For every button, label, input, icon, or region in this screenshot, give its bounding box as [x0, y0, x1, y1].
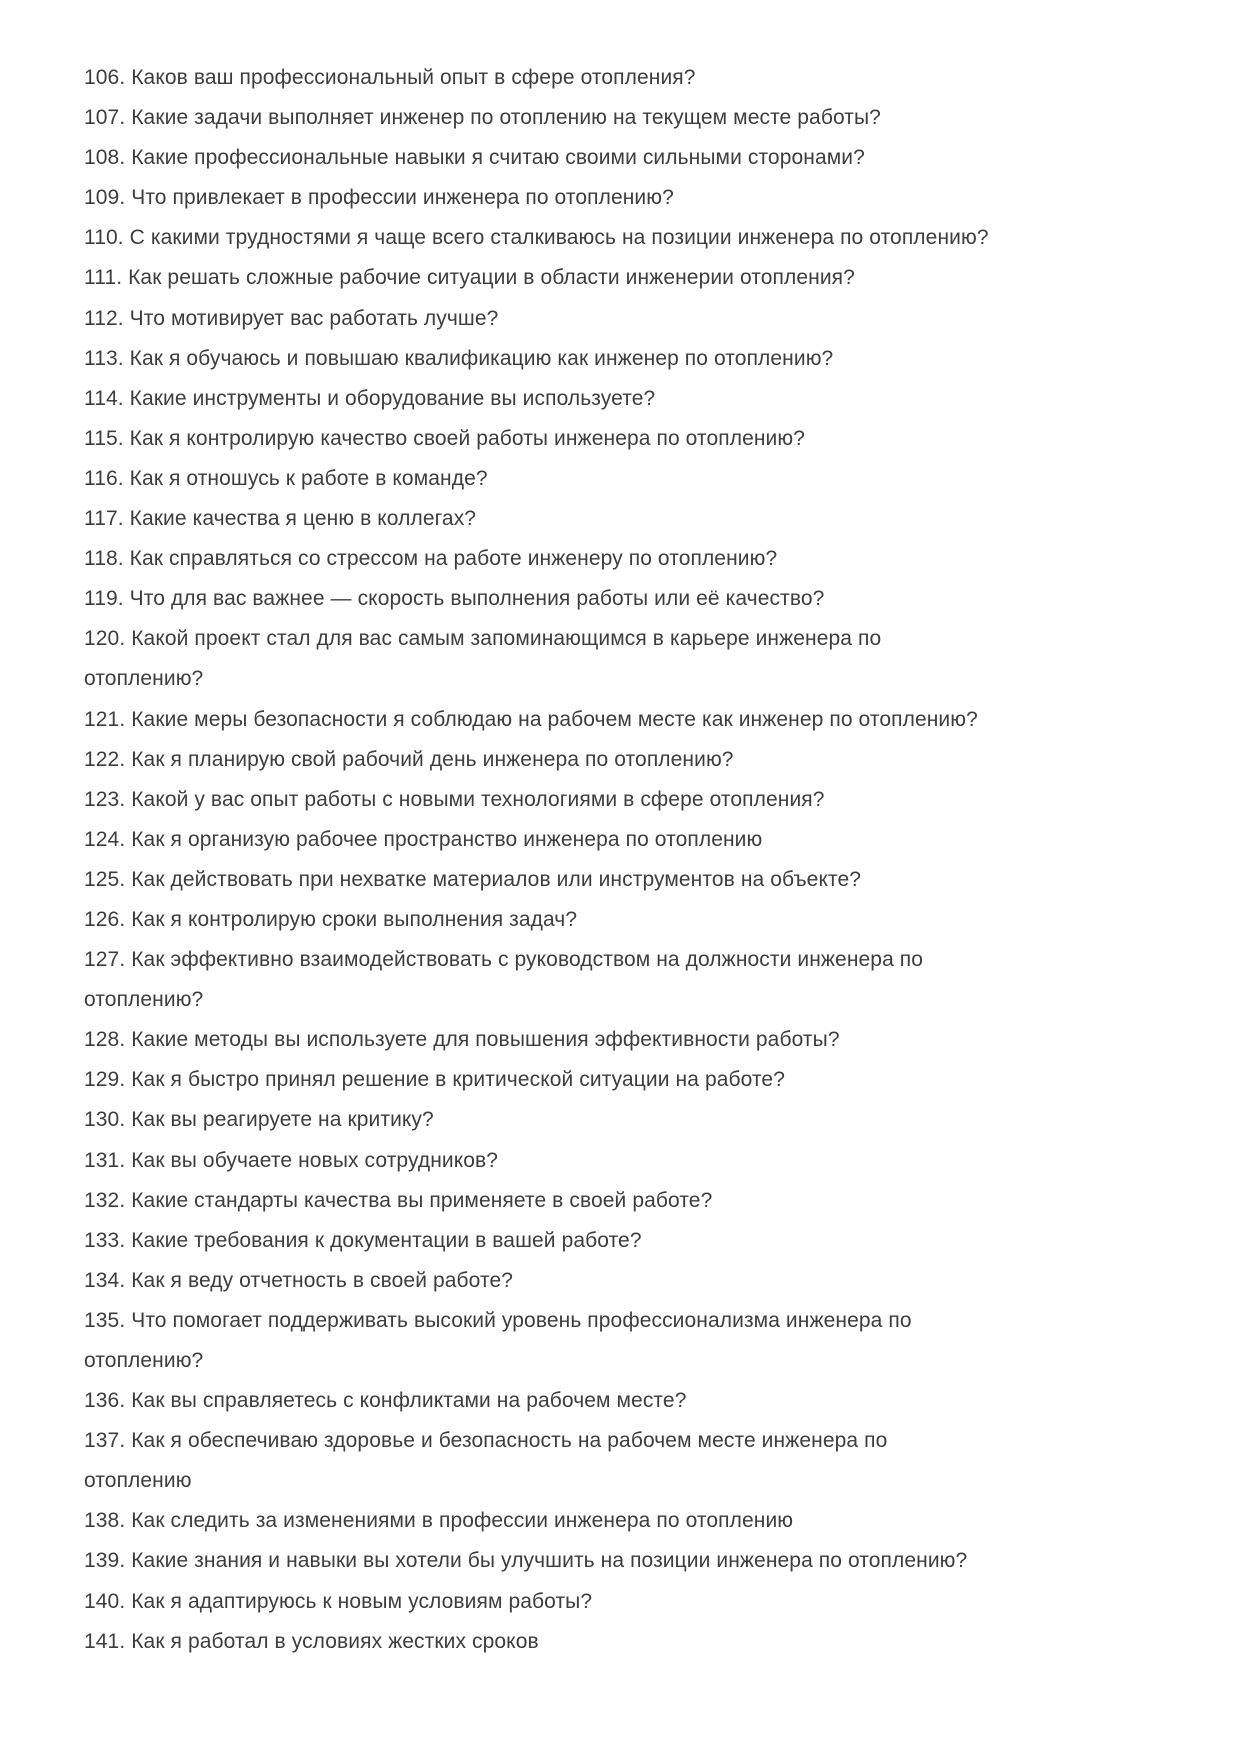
- question-text: Как я планирую свой рабочий день инженера по отоплению?: [131, 747, 734, 771]
- question-number: 132.: [84, 1188, 126, 1212]
- question-number: 110.: [84, 226, 124, 250]
- question-item: [84, 98, 1179, 138]
- question-item: [84, 820, 1179, 860]
- question-first-line: [84, 258, 1179, 298]
- question-first-line: [84, 419, 1179, 459]
- question-item: [84, 1622, 1179, 1662]
- question-first-line: [84, 579, 1179, 619]
- question-number: 140.: [84, 1589, 126, 1613]
- question-item: [84, 138, 1179, 178]
- question-text: отоплению?: [84, 988, 204, 1012]
- question-first-line: [84, 1261, 1179, 1301]
- question-text: Как я адаптируюсь к новым условиям работы?: [131, 1589, 593, 1613]
- question-item: [84, 940, 1179, 1020]
- question-wrap-line: [84, 980, 1179, 1020]
- question-list: [84, 58, 1179, 1662]
- question-first-line: [84, 860, 1179, 900]
- question-item: [84, 1100, 1179, 1140]
- question-number: 114.: [84, 386, 124, 410]
- question-number: 117.: [84, 507, 124, 531]
- question-item: [84, 1261, 1179, 1301]
- question-first-line: [84, 900, 1179, 940]
- question-text: Как я организую рабочее пространство инженера по отоплению: [131, 827, 763, 851]
- question-item: [84, 58, 1179, 98]
- question-first-line: [84, 1582, 1179, 1622]
- question-first-line: [84, 98, 1179, 138]
- question-number: 107.: [84, 106, 126, 130]
- question-item: [84, 700, 1179, 740]
- question-text: Как я отношусь к работе в команде?: [129, 466, 488, 490]
- question-first-line: [84, 700, 1179, 740]
- question-text: Что мотивирует вас работать лучше?: [129, 306, 499, 330]
- question-number: 133.: [84, 1228, 126, 1252]
- question-text: Что помогает поддерживать высокий уровень профессионализма инженера по: [131, 1308, 912, 1332]
- question-text: Как я обучаюсь и повышаю квалификацию как инженер по отоплению?: [129, 346, 834, 370]
- question-first-line: [84, 339, 1179, 379]
- question-number: 134.: [84, 1268, 126, 1292]
- question-first-line: [84, 780, 1179, 820]
- question-text: Какой проект стал для вас самым запоминающимся в карьере инженера по: [131, 627, 882, 651]
- question-item: [84, 419, 1179, 459]
- question-item: [84, 1060, 1179, 1100]
- question-text: Как решать сложные рабочие ситуации в области инженерии отопления?: [128, 266, 855, 290]
- question-number: 123.: [84, 787, 126, 811]
- question-item: [84, 218, 1179, 258]
- question-first-line: [84, 1060, 1179, 1100]
- question-text: Какие стандарты качества вы применяете в своей работе?: [131, 1188, 713, 1212]
- question-number: 116.: [84, 466, 124, 490]
- question-text: Какие меры безопасности я соблюдаю на рабочем месте как инженер по отоплению?: [131, 707, 978, 731]
- question-number: 108.: [84, 146, 126, 170]
- question-wrap-line: [84, 1461, 1179, 1501]
- question-number: 106.: [84, 66, 126, 89]
- question-first-line: [84, 1301, 1179, 1341]
- question-number: 119.: [84, 587, 124, 611]
- question-item: [84, 539, 1179, 579]
- question-first-line: [84, 1100, 1179, 1140]
- question-first-line: [84, 499, 1179, 539]
- question-item: [84, 379, 1179, 419]
- question-wrap-line: [84, 659, 1179, 699]
- question-item: [84, 1141, 1179, 1181]
- question-item: [84, 1582, 1179, 1622]
- question-text: Какие инструменты и оборудование вы используете?: [129, 386, 656, 410]
- question-first-line: [84, 459, 1179, 499]
- question-first-line: [84, 1541, 1179, 1581]
- question-item: [84, 178, 1179, 218]
- question-text: Как вы справляетесь с конфликтами на рабочем месте?: [131, 1389, 687, 1413]
- question-number: 113.: [84, 346, 124, 370]
- question-text: Какой у вас опыт работы с новыми технологиями в сфере отопления?: [131, 787, 825, 811]
- question-number: 115.: [84, 426, 124, 450]
- question-first-line: [84, 1221, 1179, 1261]
- question-first-line: [84, 1020, 1179, 1060]
- question-item: [84, 339, 1179, 379]
- question-first-line: [84, 218, 1179, 258]
- question-number: 131.: [84, 1148, 126, 1172]
- question-number: 121.: [84, 707, 126, 731]
- question-number: 141.: [84, 1629, 126, 1653]
- question-first-line: [84, 299, 1179, 339]
- question-text: С какими трудностями я чаще всего сталкиваюсь на позиции инженера по отоплению?: [129, 226, 989, 250]
- question-number: 139.: [84, 1549, 126, 1573]
- question-text: Как я быстро принял решение в критической ситуации на работе?: [131, 1068, 785, 1092]
- question-item: [84, 1301, 1179, 1381]
- question-wrap-line: [84, 1341, 1179, 1381]
- question-number: 127.: [84, 948, 126, 972]
- question-text: Как вы реагируете на критику?: [131, 1108, 434, 1132]
- question-text: Как действовать при нехватке материалов или инструментов на объекте?: [131, 867, 862, 891]
- question-number: 129.: [84, 1068, 126, 1092]
- question-text: Как я обеспечиваю здоровье и безопасность на рабочем месте инженера по: [131, 1429, 888, 1453]
- question-number: 138.: [84, 1509, 126, 1533]
- question-item: [84, 579, 1179, 619]
- question-number: 135.: [84, 1308, 126, 1332]
- question-first-line: [84, 1421, 1179, 1461]
- question-text: Как справляться со стрессом на работе инженеру по отоплению?: [129, 547, 778, 571]
- question-number: 125.: [84, 867, 126, 891]
- question-text: отоплению?: [84, 667, 204, 691]
- question-item: [84, 740, 1179, 780]
- question-item: [84, 258, 1179, 298]
- question-number: 126.: [84, 907, 126, 931]
- question-first-line: [84, 619, 1179, 659]
- question-item: [84, 1381, 1179, 1421]
- question-text: Как я контролирую сроки выполнения задач?: [131, 907, 578, 931]
- question-first-line: [84, 1501, 1179, 1541]
- question-item: [84, 1181, 1179, 1221]
- question-number: 112.: [84, 306, 124, 330]
- question-first-line: [84, 539, 1179, 579]
- question-first-line: [84, 820, 1179, 860]
- question-item: [84, 780, 1179, 820]
- question-item: [84, 900, 1179, 940]
- question-text: Какие задачи выполняет инженер по отоплению на текущем месте работы?: [131, 106, 881, 130]
- question-text: Как я контролирую качество своей работы инженера по отоплению?: [129, 426, 806, 450]
- question-text: Как эффективно взаимодействовать с руководством на должности инженера по: [131, 948, 924, 972]
- question-item: [84, 1541, 1179, 1581]
- question-text: Какие требования к документации в вашей работе?: [131, 1228, 642, 1252]
- question-number: 136.: [84, 1389, 126, 1413]
- question-number: 128.: [84, 1028, 126, 1052]
- question-first-line: [84, 379, 1179, 419]
- question-first-line: [84, 1622, 1179, 1662]
- question-text: Как я работал в условиях жестких сроков: [131, 1629, 539, 1653]
- question-item: [84, 860, 1179, 900]
- question-text: Как я веду отчетность в своей работе?: [131, 1268, 514, 1292]
- question-text: отоплению: [84, 1469, 192, 1493]
- question-number: 122.: [84, 747, 126, 771]
- question-item: [84, 1020, 1179, 1060]
- question-text: Какие знания и навыки вы хотели бы улучшить на позиции инженера по отоплению?: [131, 1549, 968, 1573]
- question-text: Что для вас важнее — скорость выполнения работы или её качество?: [129, 587, 825, 611]
- question-first-line: [84, 740, 1179, 780]
- question-first-line: [84, 58, 1179, 98]
- question-number: 118.: [84, 547, 124, 571]
- question-number: 124.: [84, 827, 126, 851]
- question-text: Что привлекает в профессии инженера по отоплению?: [131, 186, 674, 210]
- question-number: 120.: [84, 627, 126, 651]
- question-text: Какие профессиональные навыки я считаю своими сильными сторонами?: [131, 146, 865, 170]
- question-number: 137.: [84, 1429, 126, 1453]
- question-number: 130.: [84, 1108, 126, 1132]
- question-text: Какие методы вы используете для повышения эффективности работы?: [131, 1028, 840, 1052]
- question-first-line: [84, 1181, 1179, 1221]
- question-first-line: [84, 1141, 1179, 1181]
- question-item: [84, 1221, 1179, 1261]
- question-text: отоплению?: [84, 1349, 204, 1372]
- question-item: [84, 619, 1179, 699]
- question-first-line: [84, 1381, 1179, 1421]
- question-first-line: [84, 178, 1179, 218]
- question-text: Как следить за изменениями в профессии инженера по отоплению: [131, 1509, 794, 1533]
- question-text: Какие качества я ценю в коллегах?: [129, 507, 477, 531]
- question-item: [84, 499, 1179, 539]
- question-number: 111.: [84, 266, 123, 290]
- question-number: 109.: [84, 186, 126, 210]
- question-first-line: [84, 940, 1179, 980]
- question-item: [84, 1421, 1179, 1501]
- question-item: [84, 459, 1179, 499]
- question-text: Каков ваш профессиональный опыт в сфере отопления?: [131, 66, 696, 89]
- question-item: [84, 299, 1179, 339]
- question-text: Как вы обучаете новых сотрудников?: [131, 1148, 499, 1172]
- question-item: [84, 1501, 1179, 1541]
- question-first-line: [84, 138, 1179, 178]
